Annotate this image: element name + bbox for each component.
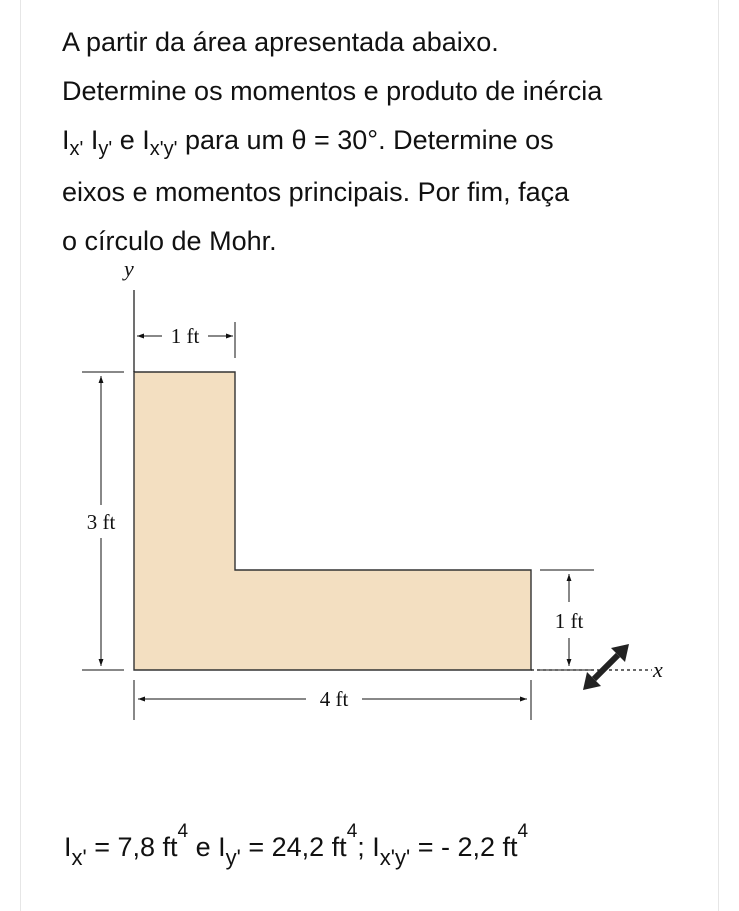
y-axis-label: y — [124, 256, 134, 281]
conjunction: e — [119, 125, 135, 155]
iy-prime-symbol: $I_{y'}$ — [90, 125, 113, 160]
dim-bottom-label: 4 ft — [319, 687, 349, 711]
dim-top-label: 1 ft — [170, 324, 200, 348]
ix-prime-symbol: $I_{x'}$ — [62, 125, 84, 160]
answer-line — [64, 821, 529, 870]
question-line-1: A partir da área apresentada abaixo. — [62, 27, 499, 57]
question-line-4: eixos e momentos principais. Por fim, faça — [62, 177, 570, 207]
x-axis-label: x — [653, 657, 663, 682]
question-line-5: o círculo de Mohr. — [62, 226, 277, 256]
answer-ix: $I_{x'} = 7,8$ $ft^4$ — [64, 821, 189, 870]
answer-iy: $I_{y'} = 24,2$ $ft^4$ — [218, 821, 358, 870]
dim-left-label: 3 ft — [86, 510, 116, 534]
double-arrow-icon — [583, 644, 629, 690]
answer-separator: ; — [357, 832, 373, 862]
question-line-2: Determine os momentos e produto de inércia — [62, 76, 603, 106]
answer-ixy: $I_{x'y'}$ = - 2,2 $ft^4$ — [372, 821, 529, 870]
answer-conjunction: e — [188, 832, 219, 862]
l-shape-area — [134, 372, 531, 670]
theta-clause: para um θ = 30°. Determine os — [184, 125, 554, 155]
ixy-prime-symbol: $I_{x'y'}$ — [142, 125, 178, 160]
dim-right-label: 1 ft — [554, 609, 584, 633]
